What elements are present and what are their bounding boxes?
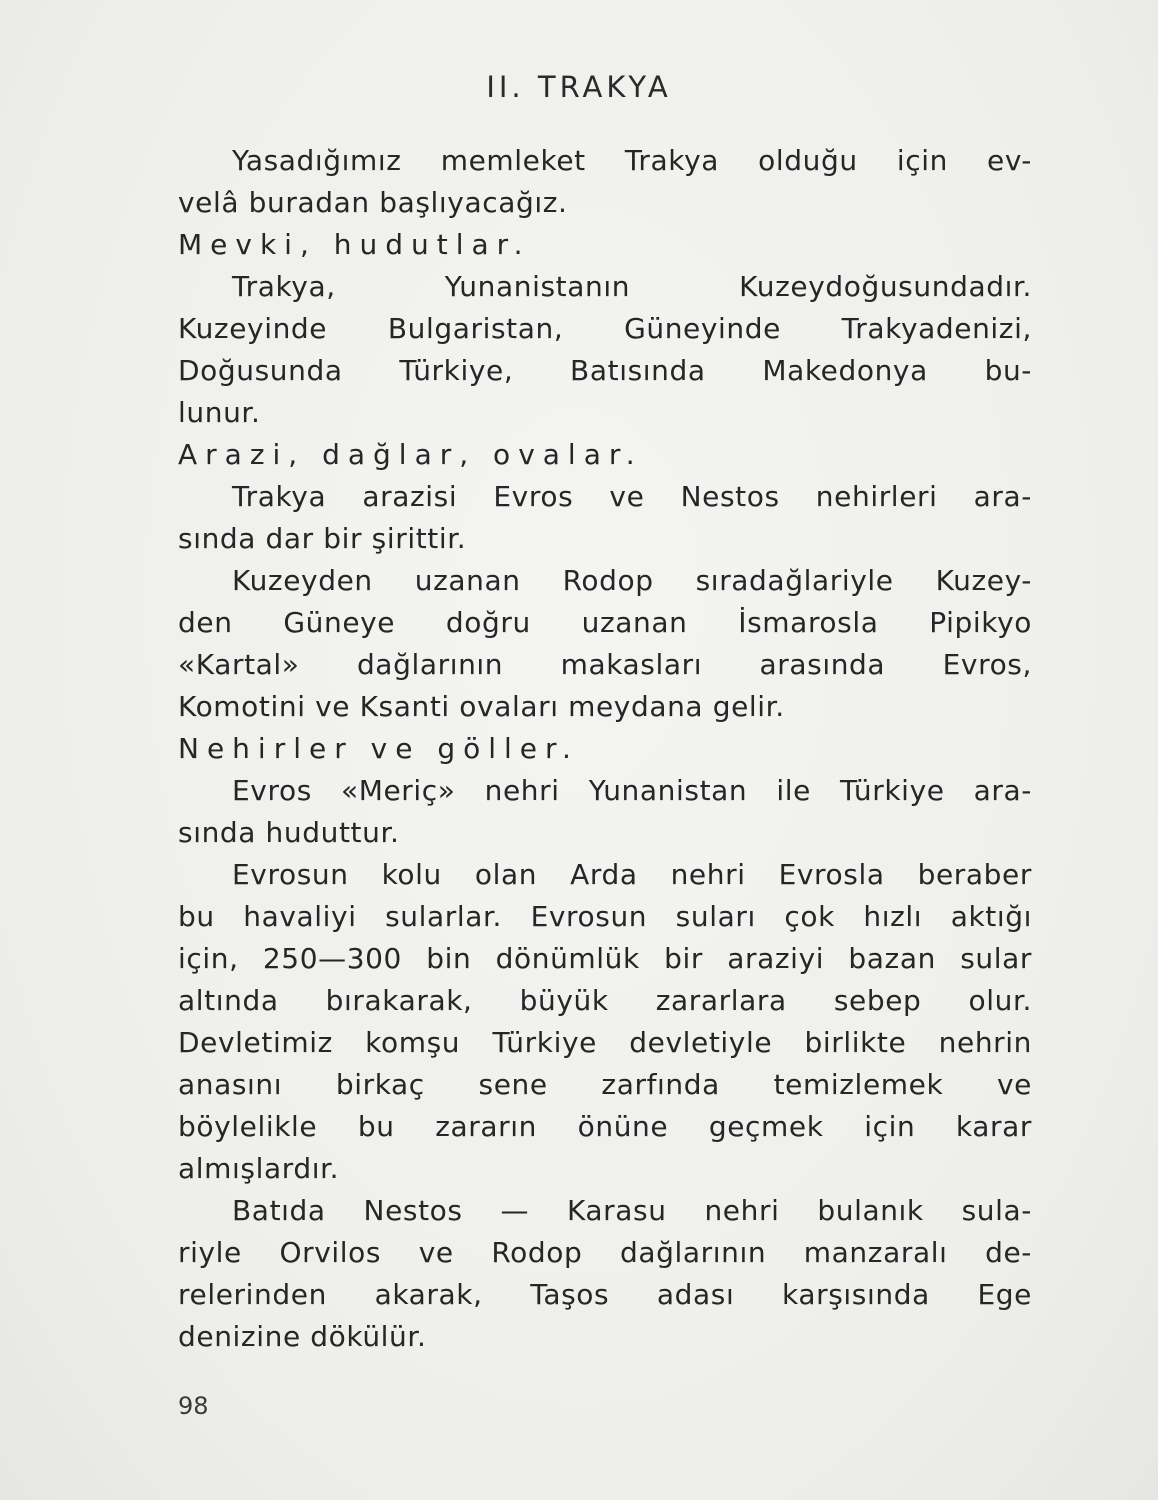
section-heading: Mevki, hudutlar. xyxy=(178,228,531,261)
section-heading: Nehirler ve göller. xyxy=(178,732,579,765)
text-line: Kuzeyden uzanan Rodop sıradağlariyle Kuzey- xyxy=(232,564,1032,597)
text-line: Evros «Meriç» nehri Yunanistan ile Türkiye ara- xyxy=(232,774,1032,807)
text-line: den Güneye doğru uzanan İsmarosla Pipikyo xyxy=(178,606,1032,639)
text-line: Evrosun kolu olan Arda nehri Evrosla beraber xyxy=(232,858,1032,891)
text-line: bu havaliyi sularlar. Evrosun suları çok hızlı aktığı xyxy=(178,900,1032,933)
text-line: için, 250—300 bin dönümlük bir araziyi bazan sular xyxy=(178,942,1032,975)
page-number: 98 xyxy=(178,1392,209,1420)
text-line: sında dar bir şirittir. xyxy=(178,522,467,555)
text-line: «Kartal» dağlarının makasları arasında Evros, xyxy=(178,648,1032,681)
text-line: sında huduttur. xyxy=(178,816,400,849)
text-line: Trakya, Yunanistanın Kuzeydoğusundadır. xyxy=(232,270,1032,303)
text-line: almışlardır. xyxy=(178,1152,340,1185)
text-line: Yasadığımız memleket Trakya olduğu için ev- xyxy=(232,144,1032,177)
text-line: Komotini ve Ksanti ovaları meydana gelir. xyxy=(178,690,785,723)
text-line: Doğusunda Türkiye, Batısında Makedonya bu- xyxy=(178,354,1032,387)
text-line: anasını birkaç sene zarfında temizlemek ve xyxy=(178,1068,1032,1101)
text-line: böylelikle bu zararın önüne geçmek için karar xyxy=(178,1110,1032,1143)
text-line: relerinden akarak, Taşos adası karşısında Ege xyxy=(178,1278,1032,1311)
text-line: Kuzeyinde Bulgaristan, Güneyinde Trakyadenizi, xyxy=(178,312,1032,345)
text-line: velâ buradan başlıyacağız. xyxy=(178,186,568,219)
text-line: lunur. xyxy=(178,396,261,429)
text-line: altında bırakarak, büyük zararlara sebep olur. xyxy=(178,984,1032,1017)
text-line: Devletimiz komşu Türkiye devletiyle birlikte nehrin xyxy=(178,1026,1032,1059)
text-line: denizine dökülür. xyxy=(178,1320,427,1353)
body-text xyxy=(178,140,1032,1358)
text-line: Batıda Nestos — Karasu nehri bulanık sula- xyxy=(232,1194,1032,1227)
text-line: riyle Orvilos ve Rodop dağlarının manzaralı de- xyxy=(178,1236,1032,1269)
text-line: Trakya arazisi Evros ve Nestos nehirleri ara- xyxy=(232,480,1032,513)
section-heading: Arazi, dağlar, ovalar. xyxy=(178,438,643,471)
chapter-title: II. TRAKYA xyxy=(486,70,672,104)
